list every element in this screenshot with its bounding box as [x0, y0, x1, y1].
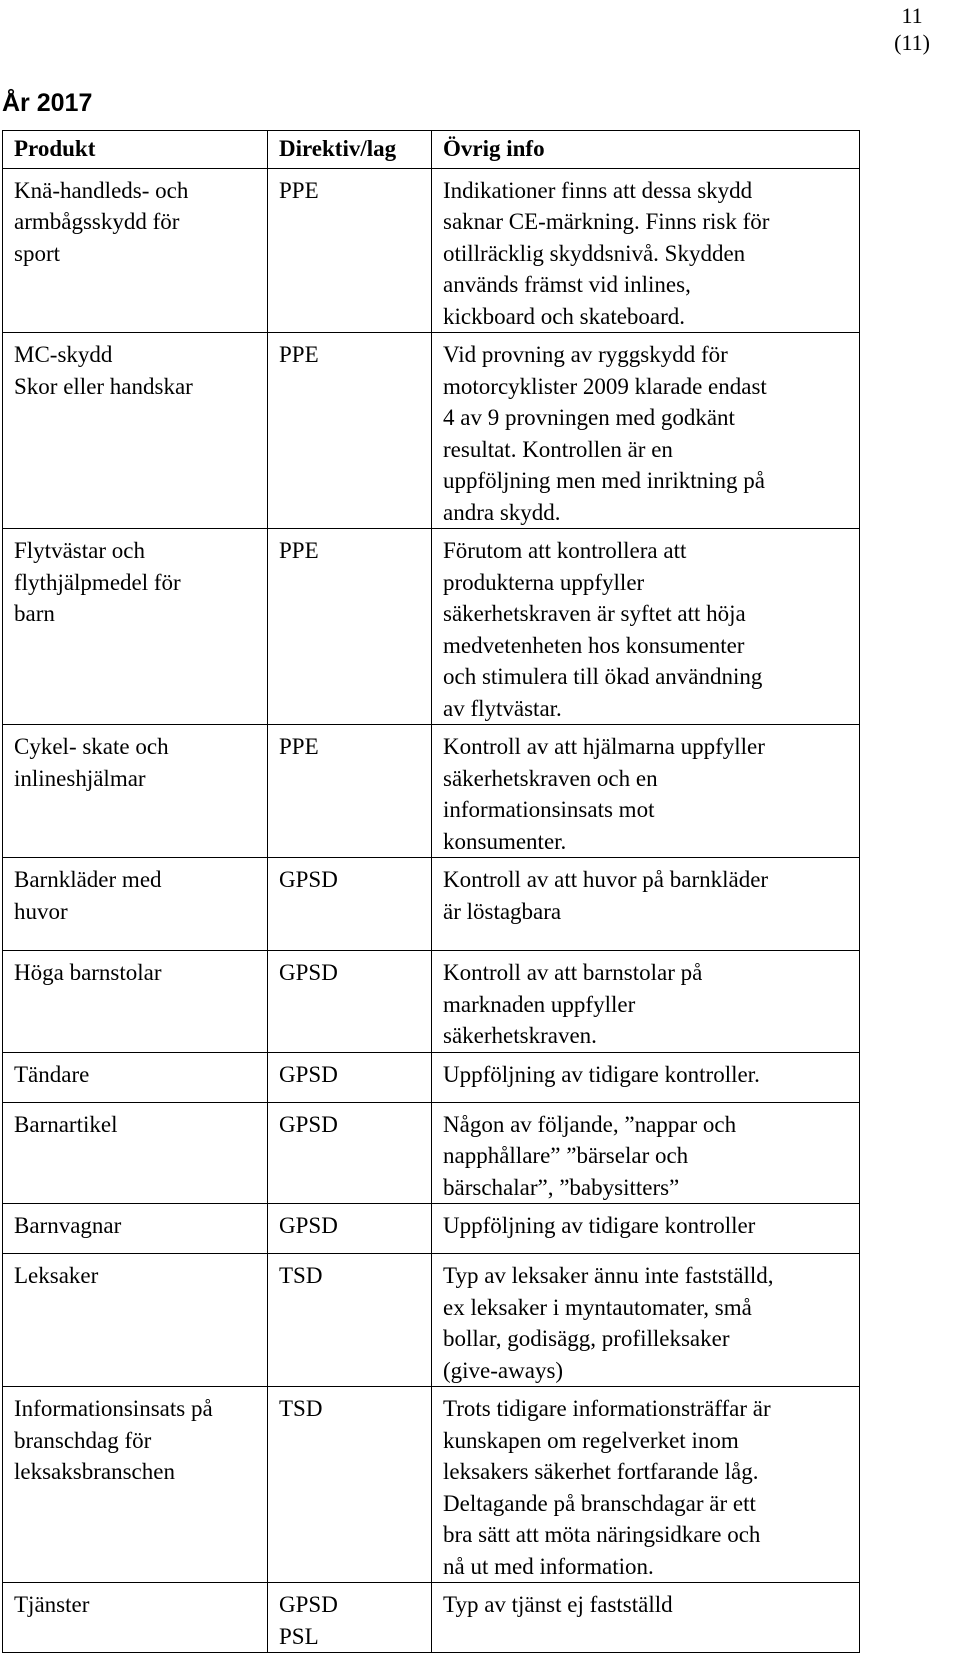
table-row	[3, 1387, 860, 1583]
cell-info-line: Indikationer finns att dessa skydd	[443, 177, 753, 203]
cell-info	[432, 1102, 860, 1204]
year-heading: År 2017	[2, 89, 93, 117]
cell-info-line: bollar, godisägg, profilleksaker	[443, 1326, 730, 1351]
cell-info-line: används främst vid inlines,	[443, 272, 691, 297]
cell-directive	[268, 1583, 432, 1653]
cell-info	[432, 1254, 860, 1387]
cell-info-line: napphållare” ”bärselar och	[443, 1143, 689, 1168]
cell-info	[432, 858, 860, 951]
cell-product	[3, 333, 268, 529]
table-row	[3, 529, 860, 725]
cell-product-line: Informationsinsats på	[14, 1396, 213, 1421]
cell-info-line: säkerhetskraven.	[443, 1023, 597, 1048]
page-number	[894, 2, 930, 56]
cell-directive	[268, 1387, 432, 1583]
cell-info-line: Kontroll av att hjälmarna uppfyller	[443, 734, 765, 759]
product-control-table	[2, 130, 860, 1653]
cell-directive-line: GPSD	[279, 867, 338, 892]
cell-info-line: (give-aways)	[443, 1357, 564, 1383]
cell-info-line: kickboard och skateboard.	[443, 303, 686, 329]
cell-info-line: marknaden uppfyller	[443, 991, 636, 1017]
cell-info-line: Typ av tjänst ej fastställd	[443, 1592, 673, 1617]
cell-directive	[268, 168, 432, 333]
cell-directive	[268, 1254, 432, 1387]
cell-directive-line: PSL	[279, 1623, 319, 1649]
cell-info-line: Uppföljning av tidigare kontroller	[443, 1213, 756, 1238]
table-row	[3, 333, 860, 529]
cell-directive-line: PPE	[279, 734, 319, 759]
cell-product-line: inlineshjälmar	[14, 765, 146, 791]
cell-info-line: produkterna uppfyller	[443, 569, 645, 595]
cell-directive-line: GPSD	[279, 1592, 338, 1617]
cell-info-line: bärschalar”, ”babysitters”	[443, 1174, 680, 1200]
cell-info-line: säkerhetskraven är syftet att höja	[443, 601, 746, 626]
table-row	[3, 1204, 860, 1254]
cell-product	[3, 1102, 268, 1204]
cell-info-line: nå ut med information.	[443, 1553, 654, 1579]
cell-info-line: av flytvästar.	[443, 695, 562, 721]
cell-info	[432, 1583, 860, 1653]
cell-info-line: medvetenheten hos konsumenter	[443, 632, 745, 658]
column-header-info: Övrig info	[432, 131, 860, 169]
cell-product	[3, 1052, 268, 1102]
cell-directive-line: GPSD	[279, 960, 338, 985]
cell-info-line: leksakers säkerhet fortfarande låg.	[443, 1459, 759, 1484]
cell-product	[3, 858, 268, 951]
table-row	[3, 725, 860, 858]
cell-info-line: informationsinsats mot	[443, 797, 655, 822]
cell-directive	[268, 858, 432, 951]
cell-info	[432, 1052, 860, 1102]
cell-info-line: säkerhetskraven och en	[443, 765, 658, 791]
cell-product-line: Barnvagnar	[14, 1213, 122, 1238]
cell-product-line: barn	[14, 601, 55, 626]
table-body	[3, 168, 860, 1653]
cell-info	[432, 168, 860, 333]
cell-info-line: Kontroll av att huvor på barnkläder	[443, 867, 769, 892]
cell-product	[3, 1204, 268, 1254]
cell-product-line: leksaksbranschen	[14, 1459, 175, 1484]
cell-product-line: armbågsskydd för	[14, 209, 180, 234]
cell-directive	[268, 1204, 432, 1254]
cell-product-line: Tjänster	[14, 1592, 90, 1617]
page-number-total: (11)	[894, 30, 930, 55]
cell-product	[3, 1583, 268, 1653]
cell-directive	[268, 1102, 432, 1204]
cell-info-line: och stimulera till ökad användning	[443, 664, 763, 689]
cell-product-line: branschdag för	[14, 1427, 152, 1453]
cell-product	[3, 1387, 268, 1583]
cell-product-line: Höga barnstolar	[14, 960, 162, 985]
cell-product-line: Skor eller handskar	[14, 373, 193, 399]
page-number-current: 11	[901, 3, 923, 28]
cell-product	[3, 951, 268, 1053]
cell-info	[432, 529, 860, 725]
cell-info-line: Trots tidigare informationsträffar är	[443, 1396, 771, 1421]
cell-info	[432, 951, 860, 1053]
cell-product	[3, 168, 268, 333]
cell-info	[432, 333, 860, 529]
cell-product-line: Barnartikel	[14, 1111, 118, 1137]
cell-info-line: kunskapen om regelverket inom	[443, 1427, 739, 1453]
cell-info-line: andra skydd.	[443, 499, 561, 525]
table-row	[3, 1254, 860, 1387]
cell-product-line: Leksaker	[14, 1263, 99, 1288]
cell-directive	[268, 529, 432, 725]
column-header-product: Produkt	[3, 131, 268, 169]
cell-directive-line: TSD	[279, 1396, 323, 1421]
cell-info-line: Någon av följande, ”nappar och	[443, 1111, 737, 1137]
cell-directive	[268, 333, 432, 529]
cell-product-line: Knä-handleds- och	[14, 177, 189, 203]
cell-product	[3, 725, 268, 858]
column-header-directive: Direktiv/lag	[268, 131, 432, 169]
cell-info-line: ex leksaker i myntautomater, små	[443, 1294, 752, 1320]
cell-info-line: Förutom att kontrollera att	[443, 538, 687, 563]
cell-product-line: Cykel- skate och	[14, 734, 169, 759]
table-row	[3, 858, 860, 951]
cell-info	[432, 1204, 860, 1254]
cell-info-line: Vid provning av ryggskydd för	[443, 342, 728, 367]
cell-product-line: huvor	[14, 898, 68, 924]
cell-info-line: otillräcklig skyddsnivå. Skydden	[443, 240, 746, 266]
cell-product-line: MC-skydd	[14, 342, 113, 367]
table-row	[3, 1052, 860, 1102]
cell-info-line: Kontroll av att barnstolar på	[443, 960, 703, 985]
cell-directive	[268, 951, 432, 1053]
cell-info-line: Uppföljning av tidigare kontroller.	[443, 1061, 760, 1087]
table-row	[3, 1583, 860, 1653]
cell-info-line: Typ av leksaker ännu inte fastställd,	[443, 1263, 774, 1288]
cell-info	[432, 1387, 860, 1583]
table-row	[3, 168, 860, 333]
cell-info-line: konsumenter.	[443, 828, 567, 854]
cell-info-line: är löstagbara	[443, 898, 562, 924]
table-row	[3, 1102, 860, 1204]
cell-directive	[268, 725, 432, 858]
cell-directive-line: GPSD	[279, 1111, 338, 1137]
cell-product-line: sport	[14, 240, 60, 266]
cell-product-line: Barnkläder med	[14, 867, 162, 892]
cell-info-line: 4 av 9 provningen med godkänt	[443, 405, 735, 430]
cell-product-line: flythjälpmedel för	[14, 569, 181, 595]
cell-product	[3, 529, 268, 725]
cell-directive-line: GPSD	[279, 1061, 338, 1087]
cell-product-line: Flytvästar och	[14, 538, 145, 563]
cell-directive-line: PPE	[279, 538, 319, 563]
cell-directive-line: TSD	[279, 1263, 323, 1288]
cell-info-line: resultat. Kontrollen är en	[443, 436, 673, 462]
cell-directive	[268, 1052, 432, 1102]
table-row	[3, 951, 860, 1053]
cell-directive-line: GPSD	[279, 1213, 338, 1238]
cell-info-line: uppföljning men med inriktning på	[443, 468, 765, 493]
cell-product-line: Tändare	[14, 1061, 90, 1087]
cell-info-line: Deltagande på branschdagar är ett	[443, 1490, 756, 1516]
cell-info-line: saknar CE-märkning. Finns risk för	[443, 209, 770, 234]
cell-directive-line: PPE	[279, 177, 319, 203]
table-header-row	[3, 131, 860, 169]
cell-product	[3, 1254, 268, 1387]
cell-info	[432, 725, 860, 858]
cell-directive-line: PPE	[279, 342, 319, 367]
cell-info-line: bra sätt att möta näringsidkare och	[443, 1522, 761, 1547]
cell-info-line: motorcyklister 2009 klarade endast	[443, 373, 767, 399]
